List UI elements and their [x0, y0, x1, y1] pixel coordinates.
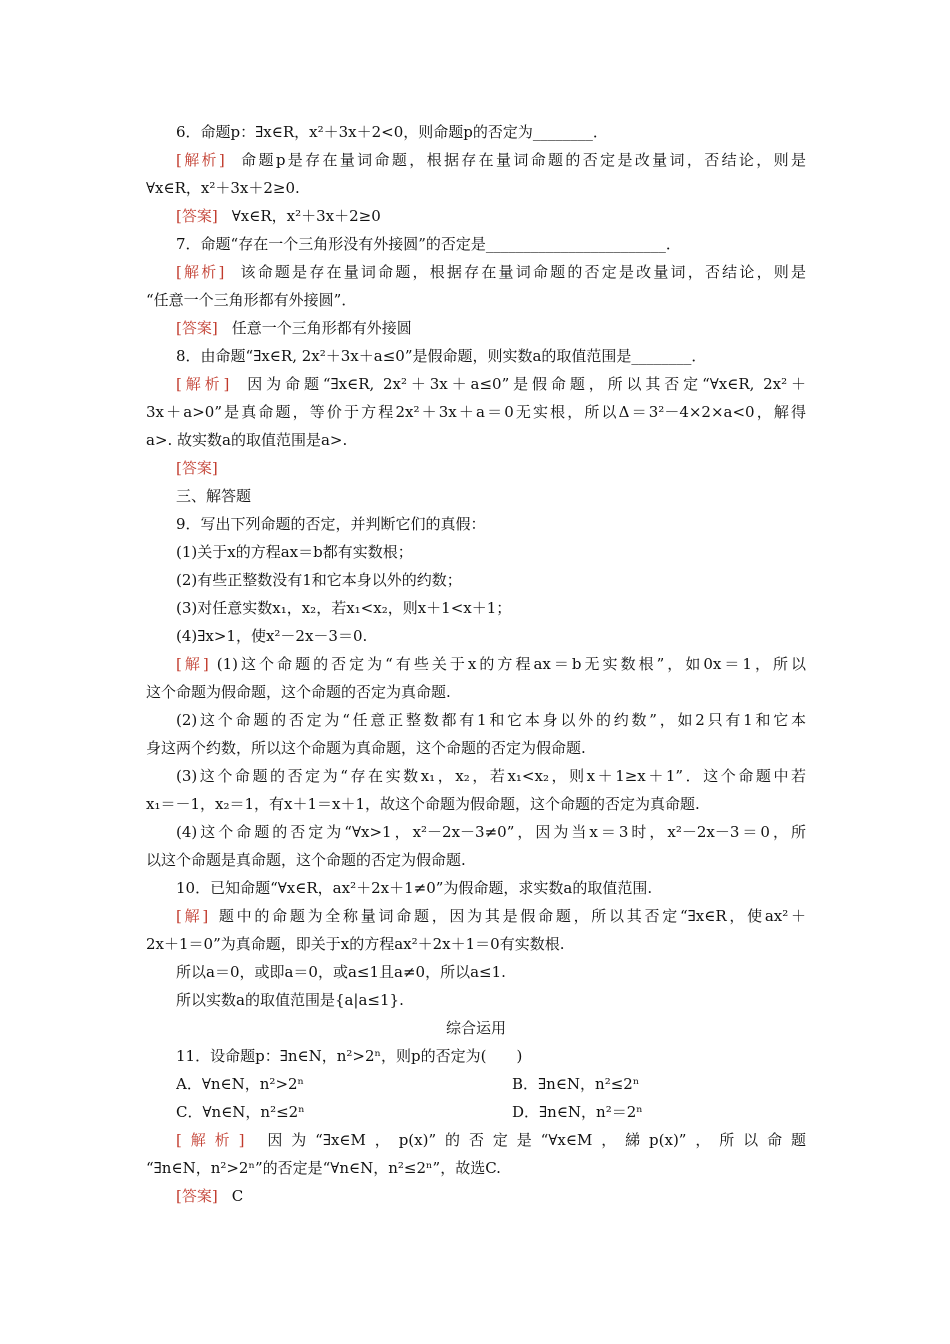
- question-9-part-1: (1)关于x的方程ax＝b都有实数根；: [176, 543, 413, 561]
- option-c: C．∀n∈N，n²≤2ⁿ: [176, 1103, 305, 1121]
- option-a: A．∀n∈N，n²>2ⁿ: [176, 1075, 305, 1093]
- analysis-tag: [解析]: [176, 1131, 245, 1149]
- question-9-part-3: (3)对任意实数x₁，x₂，若x₁<x₂，则x＋1<x＋1；: [176, 599, 512, 617]
- analysis-7-line-2: “任意一个三角形都有外接圆”．: [146, 291, 357, 309]
- question-11: 11．设命题p：∃n∈N，n²>2ⁿ，则p的否定为( ): [176, 1047, 523, 1065]
- solution-9-part-1-line-1: [解] (1)这个命题的否定为“有些关于x的方程ax＝b无实数根”，如0x＝1，所以: [176, 655, 806, 673]
- solution-9-part-3-line-1: (3)这个命题的否定为“存在实数x₁，x₂，若x₁<x₂，则x＋1≥x＋1”．这个命题中若: [176, 767, 806, 785]
- solution-10-line-2: 2x＋1＝0”为真命题，即关于x的方程ax²＋2x＋1＝0有实数根.: [146, 935, 565, 953]
- analysis-tag: [解析]: [176, 263, 225, 281]
- solution-9-part-1-line-2: 这个命题为假命题，这个命题的否定为真命题.: [146, 683, 451, 701]
- option-d: D．∃n∈N，n²＝2ⁿ: [512, 1103, 643, 1121]
- answer-11: [答案] C: [176, 1187, 244, 1205]
- analysis-11-line-2: “∃n∈N，n²>2ⁿ”的否定是“∀n∈N，n²≤2ⁿ”，故选C.: [146, 1159, 501, 1177]
- section-heading-comprehensive: 综合运用: [445, 1019, 506, 1037]
- answer-tag: [答案]: [176, 207, 218, 225]
- solution-10-line-1: [解] 题中的命题为全称量词命题，因为其是假命题，所以其否定“∃x∈R，使ax²＋: [176, 907, 806, 925]
- answer-tag: [答案]: [176, 319, 218, 337]
- answer-6: [答案] ∀x∈R，x²＋3x＋2≥0: [176, 207, 381, 225]
- section-heading-3: 三、解答题: [176, 487, 252, 505]
- solution-10-line-4: 所以实数a的取值范围是{a|a≤1}.: [176, 991, 404, 1009]
- solution-9-part-2-line-2: 身这两个约数，所以这个命题为真命题，这个命题的否定为假命题.: [146, 739, 586, 757]
- analysis-tag: [解析]: [176, 375, 230, 393]
- solution-9-part-4-line-1: (4)这个命题的否定为“∀x>1，x²－2x－3≠0”，因为当x＝3时，x²－2x－3＝0，所: [176, 823, 806, 841]
- analysis-6-line-1: [解析] 命题p是存在量词命题，根据存在量词命题的否定是改量词，否结论，则是: [176, 151, 806, 169]
- answer-tag: [答案]: [176, 1187, 218, 1205]
- solution-tag: [解]: [176, 655, 209, 673]
- analysis-7-line-1: [解析] 该命题是存在量词命题，根据存在量词命题的否定是改量词，否结论，则是: [176, 263, 806, 281]
- analysis-8-line-2: 3x＋a>0”是真命题，等价于方程2x²＋3x＋a＝0无实根，所以Δ＝3²－4×2×a<0，解得: [146, 403, 806, 421]
- question-6: 6．命题p：∃x∈R，x²＋3x＋2<0，则命题p的否定为________．: [176, 123, 608, 141]
- question-8: 8．由命题“∃x∈R, 2x²＋3x＋a≤0”是假命题，则实数a的取值范围是________．: [176, 347, 707, 365]
- analysis-11-line-1: [解析] 因为“∃x∈M，p(x)”的否定是“∀x∈M，綈p(x)”，所以命题: [176, 1131, 806, 1149]
- analysis-6-line-2: ∀x∈R，x²＋3x＋2≥0.: [146, 179, 300, 197]
- solution-10-line-3: 所以a＝0，或即a＝0，或a≤1且a≠0，所以a≤1.: [176, 963, 506, 981]
- solution-9-part-3-line-2: x₁＝－1，x₂＝1，有x＋1＝x＋1，故这个命题为假命题，这个命题的否定为真命题.: [146, 795, 700, 813]
- analysis-8-line-1: [解析] 因为命题“∃x∈R, 2x²＋3x＋a≤0”是假命题，所以其否定“∀x∈R, 2x²＋: [176, 375, 806, 393]
- answer-7: [答案] 任意一个三角形都有外接圆: [176, 319, 412, 337]
- solution-9-part-2-line-1: (2)这个命题的否定为“任意正整数都有1和它本身以外的约数”，如2只有1和它本: [176, 711, 806, 729]
- question-10: 10．已知命题“∀x∈R，ax²＋2x＋1≠0”为假命题，求实数a的取值范围.: [176, 879, 653, 897]
- question-9: 9．写出下列命题的否定，并判断它们的真假：: [176, 515, 486, 533]
- question-9-part-4: (4)∃x>1，使x²－2x－3＝0.: [176, 627, 368, 645]
- solution-tag: [解]: [176, 907, 209, 925]
- option-b: B．∃n∈N，n²≤2ⁿ: [512, 1075, 640, 1093]
- answer-8: [176, 454, 806, 482]
- analysis-tag: [解析]: [176, 151, 225, 169]
- question-9-part-2: (2)有些正整数没有1和它本身以外的约数；: [176, 571, 462, 589]
- solution-9-part-4-line-2: 以这个命题是真命题，这个命题的否定为假命题.: [146, 851, 466, 869]
- question-7: 7．命题“存在一个三角形没有外接圆”的否定是________________________．: [176, 235, 681, 253]
- analysis-8-line-3: a>. 故实数a的取值范围是a>.: [146, 431, 348, 449]
- answer-tag: [答案]: [176, 459, 218, 477]
